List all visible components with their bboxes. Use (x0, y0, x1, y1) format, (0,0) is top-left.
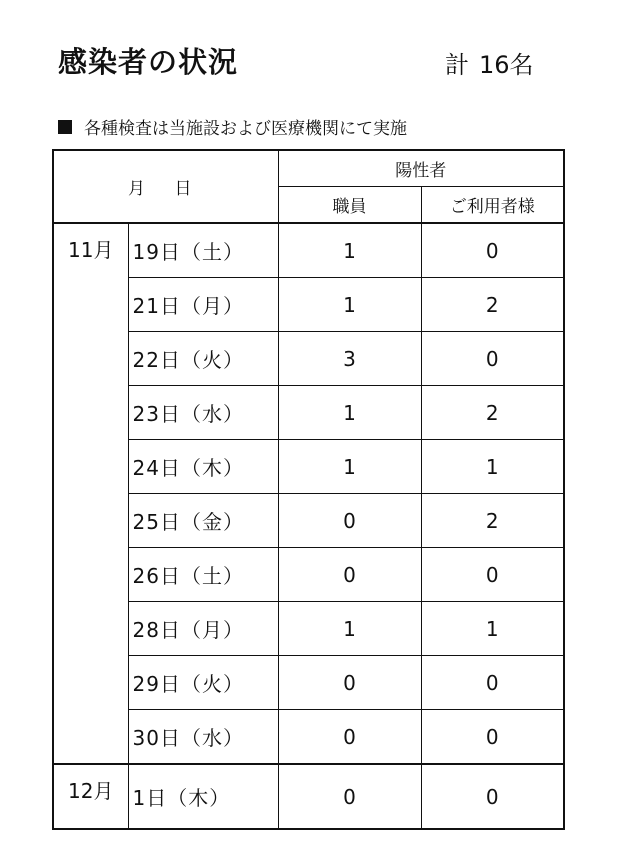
square-bullet-icon (58, 120, 72, 134)
day-cell: 25日（金） (128, 494, 278, 548)
day-cell: 1日（木） (128, 764, 278, 829)
table-row (53, 223, 564, 278)
users-count-cell: 0 (421, 548, 564, 602)
staff-count-cell: 1 (278, 278, 421, 332)
day-cell: 29日（火） (128, 656, 278, 710)
positive-group-header: 陽性者 (278, 150, 564, 187)
table-row (53, 278, 564, 332)
day-cell: 21日（月） (128, 278, 278, 332)
table-row (53, 548, 564, 602)
staff-count-cell: 1 (278, 386, 421, 440)
table-row (53, 332, 564, 386)
table-row (53, 386, 564, 440)
users-count-cell: 0 (421, 332, 564, 386)
table-row (53, 710, 564, 765)
table-row (53, 656, 564, 710)
positive-cases-table (52, 149, 565, 830)
users-count-cell: 0 (421, 656, 564, 710)
users-count-cell: 2 (421, 494, 564, 548)
day-cell: 23日（水） (128, 386, 278, 440)
date-column-header: 月 日 (53, 150, 278, 223)
staff-count-cell: 1 (278, 223, 421, 278)
page-title: 感染者の状況 (58, 45, 239, 79)
testing-note (58, 114, 407, 139)
table-body (53, 223, 564, 829)
day-cell: 19日（土） (128, 223, 278, 278)
table-row (53, 602, 564, 656)
users-count-cell: 2 (421, 278, 564, 332)
total-count (445, 45, 534, 80)
staff-count-cell: 3 (278, 332, 421, 386)
users-count-cell: 1 (421, 440, 564, 494)
day-cell: 26日（土） (128, 548, 278, 602)
staff-count-cell: 0 (278, 494, 421, 548)
day-cell: 28日（月） (128, 602, 278, 656)
month-cell: 11月 (53, 223, 128, 764)
table-row (53, 494, 564, 548)
testing-note-text: 各種検査は当施設および医療機関にて実施 (84, 119, 407, 139)
table-row (53, 440, 564, 494)
month-cell: 12月 (53, 764, 128, 829)
table-row (53, 764, 564, 829)
staff-count-cell: 0 (278, 764, 421, 829)
users-count-cell: 1 (421, 602, 564, 656)
staff-count-cell: 0 (278, 548, 421, 602)
day-cell: 30日（水） (128, 710, 278, 765)
staff-count-cell: 0 (278, 710, 421, 765)
staff-column-header: 職員 (278, 187, 421, 224)
users-count-cell: 0 (421, 223, 564, 278)
users-count-cell: 2 (421, 386, 564, 440)
users-count-cell: 0 (421, 764, 564, 829)
users-count-cell: 0 (421, 710, 564, 765)
day-cell: 24日（木） (128, 440, 278, 494)
total-prefix: 計 (445, 51, 469, 79)
users-column-header: ご利用者様 (421, 187, 564, 224)
total-value: 16名 (479, 51, 534, 79)
staff-count-cell: 1 (278, 602, 421, 656)
staff-count-cell: 0 (278, 656, 421, 710)
day-cell: 22日（火） (128, 332, 278, 386)
staff-count-cell: 1 (278, 440, 421, 494)
